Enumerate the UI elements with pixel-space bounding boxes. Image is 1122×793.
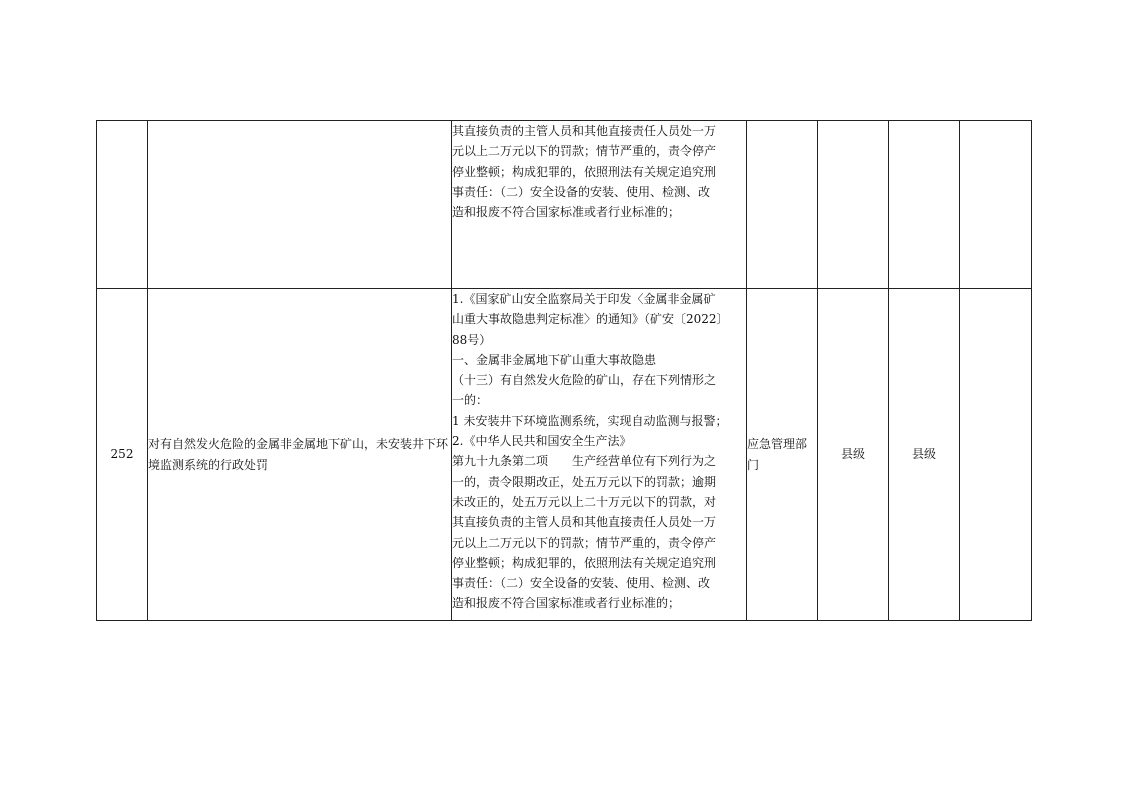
level-1 xyxy=(818,121,889,289)
extra-cell xyxy=(960,289,1032,621)
basis-line: 1 未安装井下环境监测系统，实现自动监测与报警； xyxy=(452,413,728,428)
item-number xyxy=(97,121,148,289)
penalty-table xyxy=(96,120,1032,621)
basis-line: 1.《国家矿山安全监察局关于印发〈金属非金属矿 xyxy=(452,292,716,306)
basis-line: 一的： xyxy=(452,393,489,408)
basis-line: 事责任：（二）安全设备的安装、使用、检测、改 xyxy=(452,576,711,591)
basis-line: 造和报废不符合国家标准或者行业标准的； xyxy=(452,205,681,220)
item-name-text: 对有自然发火危险的金属非金属地下矿山，未安装井下环境监测系统的行政处罚 xyxy=(148,437,449,472)
basis-line: 停业整顿；构成犯罪的，依照刑法有关规定追究刑 xyxy=(452,555,717,570)
basis-line: 其直接负责的主管人员和其他直接责任人员处一万 xyxy=(452,124,717,138)
basis-line: 第九十九条第二项 生产经营单位有下列行为之 xyxy=(452,454,717,469)
table-row xyxy=(97,121,1032,289)
basis-line: 造和报废不符合国家标准或者行业标准的； xyxy=(452,596,681,611)
basis-line: 其直接负责的主管人员和其他直接责任人员处一万 xyxy=(452,515,717,530)
level-2: 县级 xyxy=(889,289,960,621)
item-name xyxy=(148,121,452,289)
basis-line: 2.《中华人民共和国安全生产法》 xyxy=(452,434,632,449)
basis-line: 一、金属非金属地下矿山重大事故隐患 xyxy=(452,352,657,367)
basis-line: 停业整顿；构成犯罪的，依照刑法有关规定追究刑 xyxy=(452,164,717,179)
item-number: 252 xyxy=(97,289,148,621)
department xyxy=(747,289,818,621)
legal-basis xyxy=(452,121,747,289)
extra-cell xyxy=(960,121,1032,289)
basis-line: 88号） xyxy=(452,332,492,347)
basis-line: 山重大事故隐患判定标准〉的通知》（矿安〔2022〕 xyxy=(452,312,729,327)
department-text: 应急管理部门 xyxy=(747,437,808,472)
level-1: 县级 xyxy=(818,289,889,621)
legal-basis xyxy=(452,289,747,621)
basis-line: （十三）有自然发火危险的矿山，存在下列情形之 xyxy=(452,373,717,388)
item-name xyxy=(148,289,452,621)
department xyxy=(747,121,818,289)
basis-line: 元以上二万元以下的罚款；情节严重的，责令停产 xyxy=(452,144,717,159)
level-2 xyxy=(889,121,960,289)
table-row xyxy=(97,289,1032,621)
basis-line: 事责任：（二）安全设备的安装、使用、检测、改 xyxy=(452,184,711,199)
basis-line: 元以上二万元以下的罚款；情节严重的，责令停产 xyxy=(452,535,717,550)
basis-line: 未改正的，处五万元以上二十万元以下的罚款，对 xyxy=(452,494,717,509)
basis-line: 一的，责令限期改正，处五万元以下的罚款；逾期 xyxy=(452,474,717,489)
